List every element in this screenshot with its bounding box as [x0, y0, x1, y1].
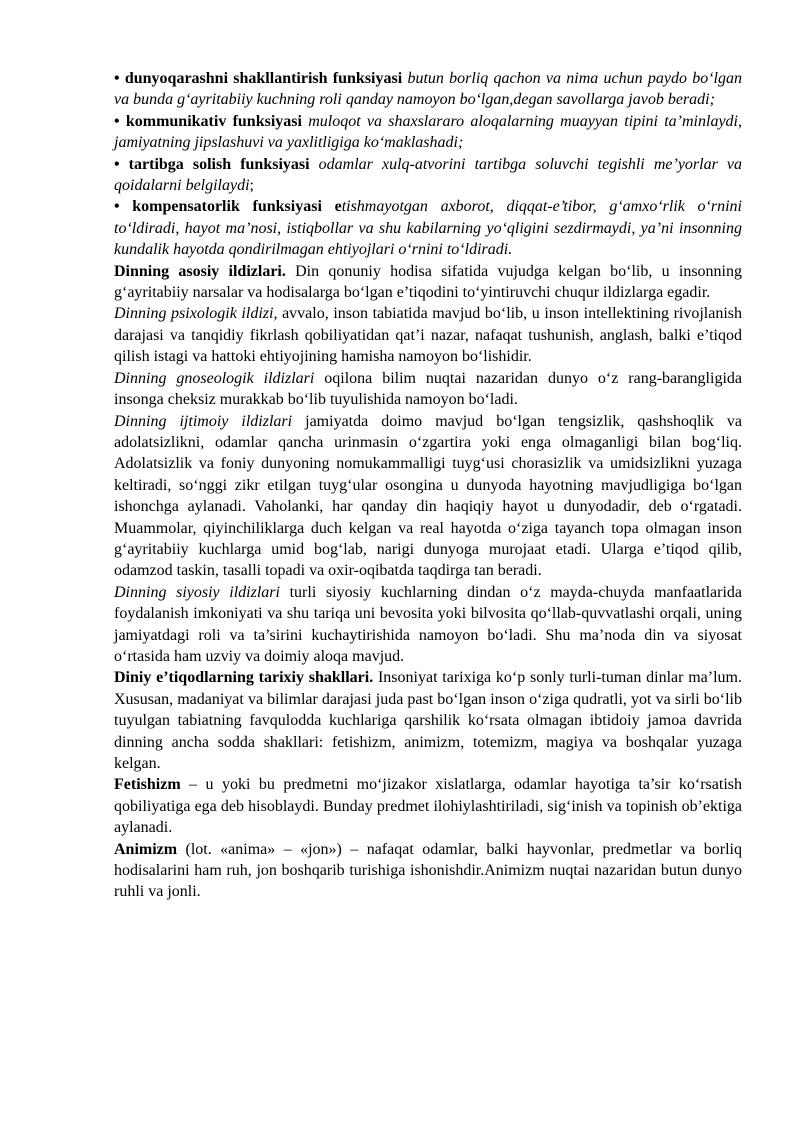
paragraph-political-roots	[114, 582, 742, 668]
italic-text: butun borliq qachon va nima uchun paydo bo‘lgan va bunda g‘ayritabiiy kuchning roli qanday namoyon bo‘lgan,degan savollarga javob beradi;	[114, 70, 742, 109]
plain-text: Insoniyat tarixiga ko‘p sonly turli-tuman dinlar ma’lum. Xususan, madaniyat va bilimlar darajasi juda past bo‘lgan inson o‘ziga qudratli, yot va sirli bo‘lib tuyulgan tabiatning favqulodda kuchlariga qarshilik ko‘rsata olmagan ibtidoiy jamoa davrida dinning ancha sodda shakllari: fetishizm, animizm, totemizm, magiya va boshqalar yuzaga kelgan.	[114, 669, 743, 772]
bold-text: • tartibga solish funksiyasi	[114, 155, 319, 173]
plain-text: oqilona bilim nuqtai nazaridan dunyo o‘z rang-barangligida insonga cheksiz murakkab bo‘lib tuyulishida namoyon bo‘ladi.	[114, 369, 742, 409]
bold-text: • kommunikativ funksiyasi	[114, 112, 309, 130]
section-heading: Diniy e’tiqodlarning tarixiy shakllari.	[114, 669, 374, 687]
paragraph-fetishism	[114, 774, 742, 838]
bold-text: • kompensatorlik funksiyasi	[114, 198, 335, 216]
document-body	[114, 68, 742, 903]
italic-term: Dinning psixologik ildizi	[114, 305, 274, 323]
paragraph-social-roots	[114, 411, 742, 582]
bold-text: • dunyoqarashni shakllantirish funksiyasi	[114, 70, 408, 87]
plain-text: – u yoki bu predmetni mo‘jizakor xislatlarga, odamlar hayotiga ta’sir ko‘rsatish qobiliyatiga ega deb hisoblaydi. Bunday predmet ilohiylashtiriladi, sig‘inish va topinish ob’ektiga aylanadi.	[114, 776, 742, 837]
bold-term: Fetishizm	[114, 776, 181, 794]
paragraph-historical-forms	[114, 667, 742, 774]
italic-term: Dinning siyosiy ildizlari	[114, 583, 280, 601]
italic-text: muloqot va shaxslararo aloqalarning muayyan tipini ta’minlaydi, jamiyatning jipslashuvi va yaxlitligiga ko‘maklashadi;	[114, 112, 742, 152]
paragraph-communicative-function	[114, 111, 742, 154]
plain-text: ;	[249, 177, 254, 195]
bold-term: Animizm	[114, 840, 178, 858]
plain-text: , avvalo, inson tabiatida mavjud bo‘lib, u inson intellektining rivojlanish darajasi va tanqidiy fikrlash qobiliyatidan qat’i nazar, nafaqat tushunish, anglash, balki e’tiqod qilish istagi va hattoki ehtiyojining hamisha namoyon bo‘lishidir.	[114, 305, 743, 366]
paragraph-worldview-function	[114, 68, 742, 111]
paragraph-main-roots	[114, 261, 742, 304]
italic-term: Dinning ijtimoiy ildizlari	[114, 412, 293, 430]
plain-text: Din qonuniy hodisa sifatida vujudga kelgan bo‘lib, u insonning g‘ayritabiiy narsalar va hodisalarga bo‘lgan e’tiqodini to‘yintiruvchi chuqur ildizlarga egadir.	[114, 262, 742, 302]
italic-text: tishmayotgan axborot, diqqat-e’tibor, g‘amxo‘rlik o‘rnini to‘ldiradi, hayot ma’nosi, istiqbollar va shu kabilarning yo‘qligini sezdirmaydi, ya’ni insonning kundalik hayotda qondirilmagan ehtiyojlari o‘rnini to‘ldiradi.	[114, 198, 742, 259]
italic-term: Dinning gnoseologik ildizlari	[114, 369, 315, 387]
plain-text: jamiyatda doimo mavjud bo‘lgan tengsizlik, qashshoqlik va adolatsizlikni, odamlar qancha urinmasin o‘zgartira yoki enga olmaganligi bilan bog‘liq. Adolatsizlik va foniy dunyoning nomukammalligi tuyg‘usi chorasizlik va umidsizlikni yuzaga keltiradi, so‘nggi zikr etilgan tuyg‘ular osongina u dunyoda hayotning mavjudligiga bo‘lgan ishonchga aylanadi. Vaholanki, har qanday din haqiqiy hayot u dunyodadir, deb o‘rgatadi. Muammolar, qiyinchiliklarga duch kelgan va real hayotda o‘ziga tayanch topa olmagan inson g‘ayritabiiy kuchlarga umid bog‘lab, narigi dunyoga murojaat etadi. Ularga e’tiqod qilib, odamzod taskin, tasalli topadi va oxir-oqibatda taqdirga tan beradi.	[114, 412, 742, 580]
paragraph-regulatory-function	[114, 154, 742, 197]
paragraph-compensatory-function	[114, 196, 742, 260]
plain-text: turli siyosiy kuchlarning dindan o‘z mayda-chuyda manfaatlarida foydalanish imkoniyati va shu tariqa uni bevosita yoki bilvosita qo‘llab-quvvatlashi orqali, uning jamiyatdagi roli va ta’sirini kuchaytirishida namoyon bo‘ladi. Shu ma’noda din va siyosat o‘rtasida ham uzviy va doimiy aloqa mavjud.	[114, 583, 743, 665]
section-heading: Dinning asosiy ildizlari.	[114, 262, 286, 280]
paragraph-psychological-root	[114, 303, 742, 367]
plain-text: (lot. «anima» – «jon») – nafaqat odamlar, balki hayvonlar, predmetlar va borliq hodisalarini ham ruh, jon boshqarib turishiga ishonishdir.Animizm nuqtai nazaridan butun dunyo ruhli va jonli.	[114, 840, 742, 901]
bold-text: e	[334, 198, 342, 216]
italic-text: odamlar xulq-atvorini tartibga soluvchi tegishli me’yorlar va qoidalarni belgilaydi	[114, 155, 743, 195]
paragraph-gnoseological-roots	[114, 368, 742, 411]
paragraph-animism	[114, 839, 742, 903]
